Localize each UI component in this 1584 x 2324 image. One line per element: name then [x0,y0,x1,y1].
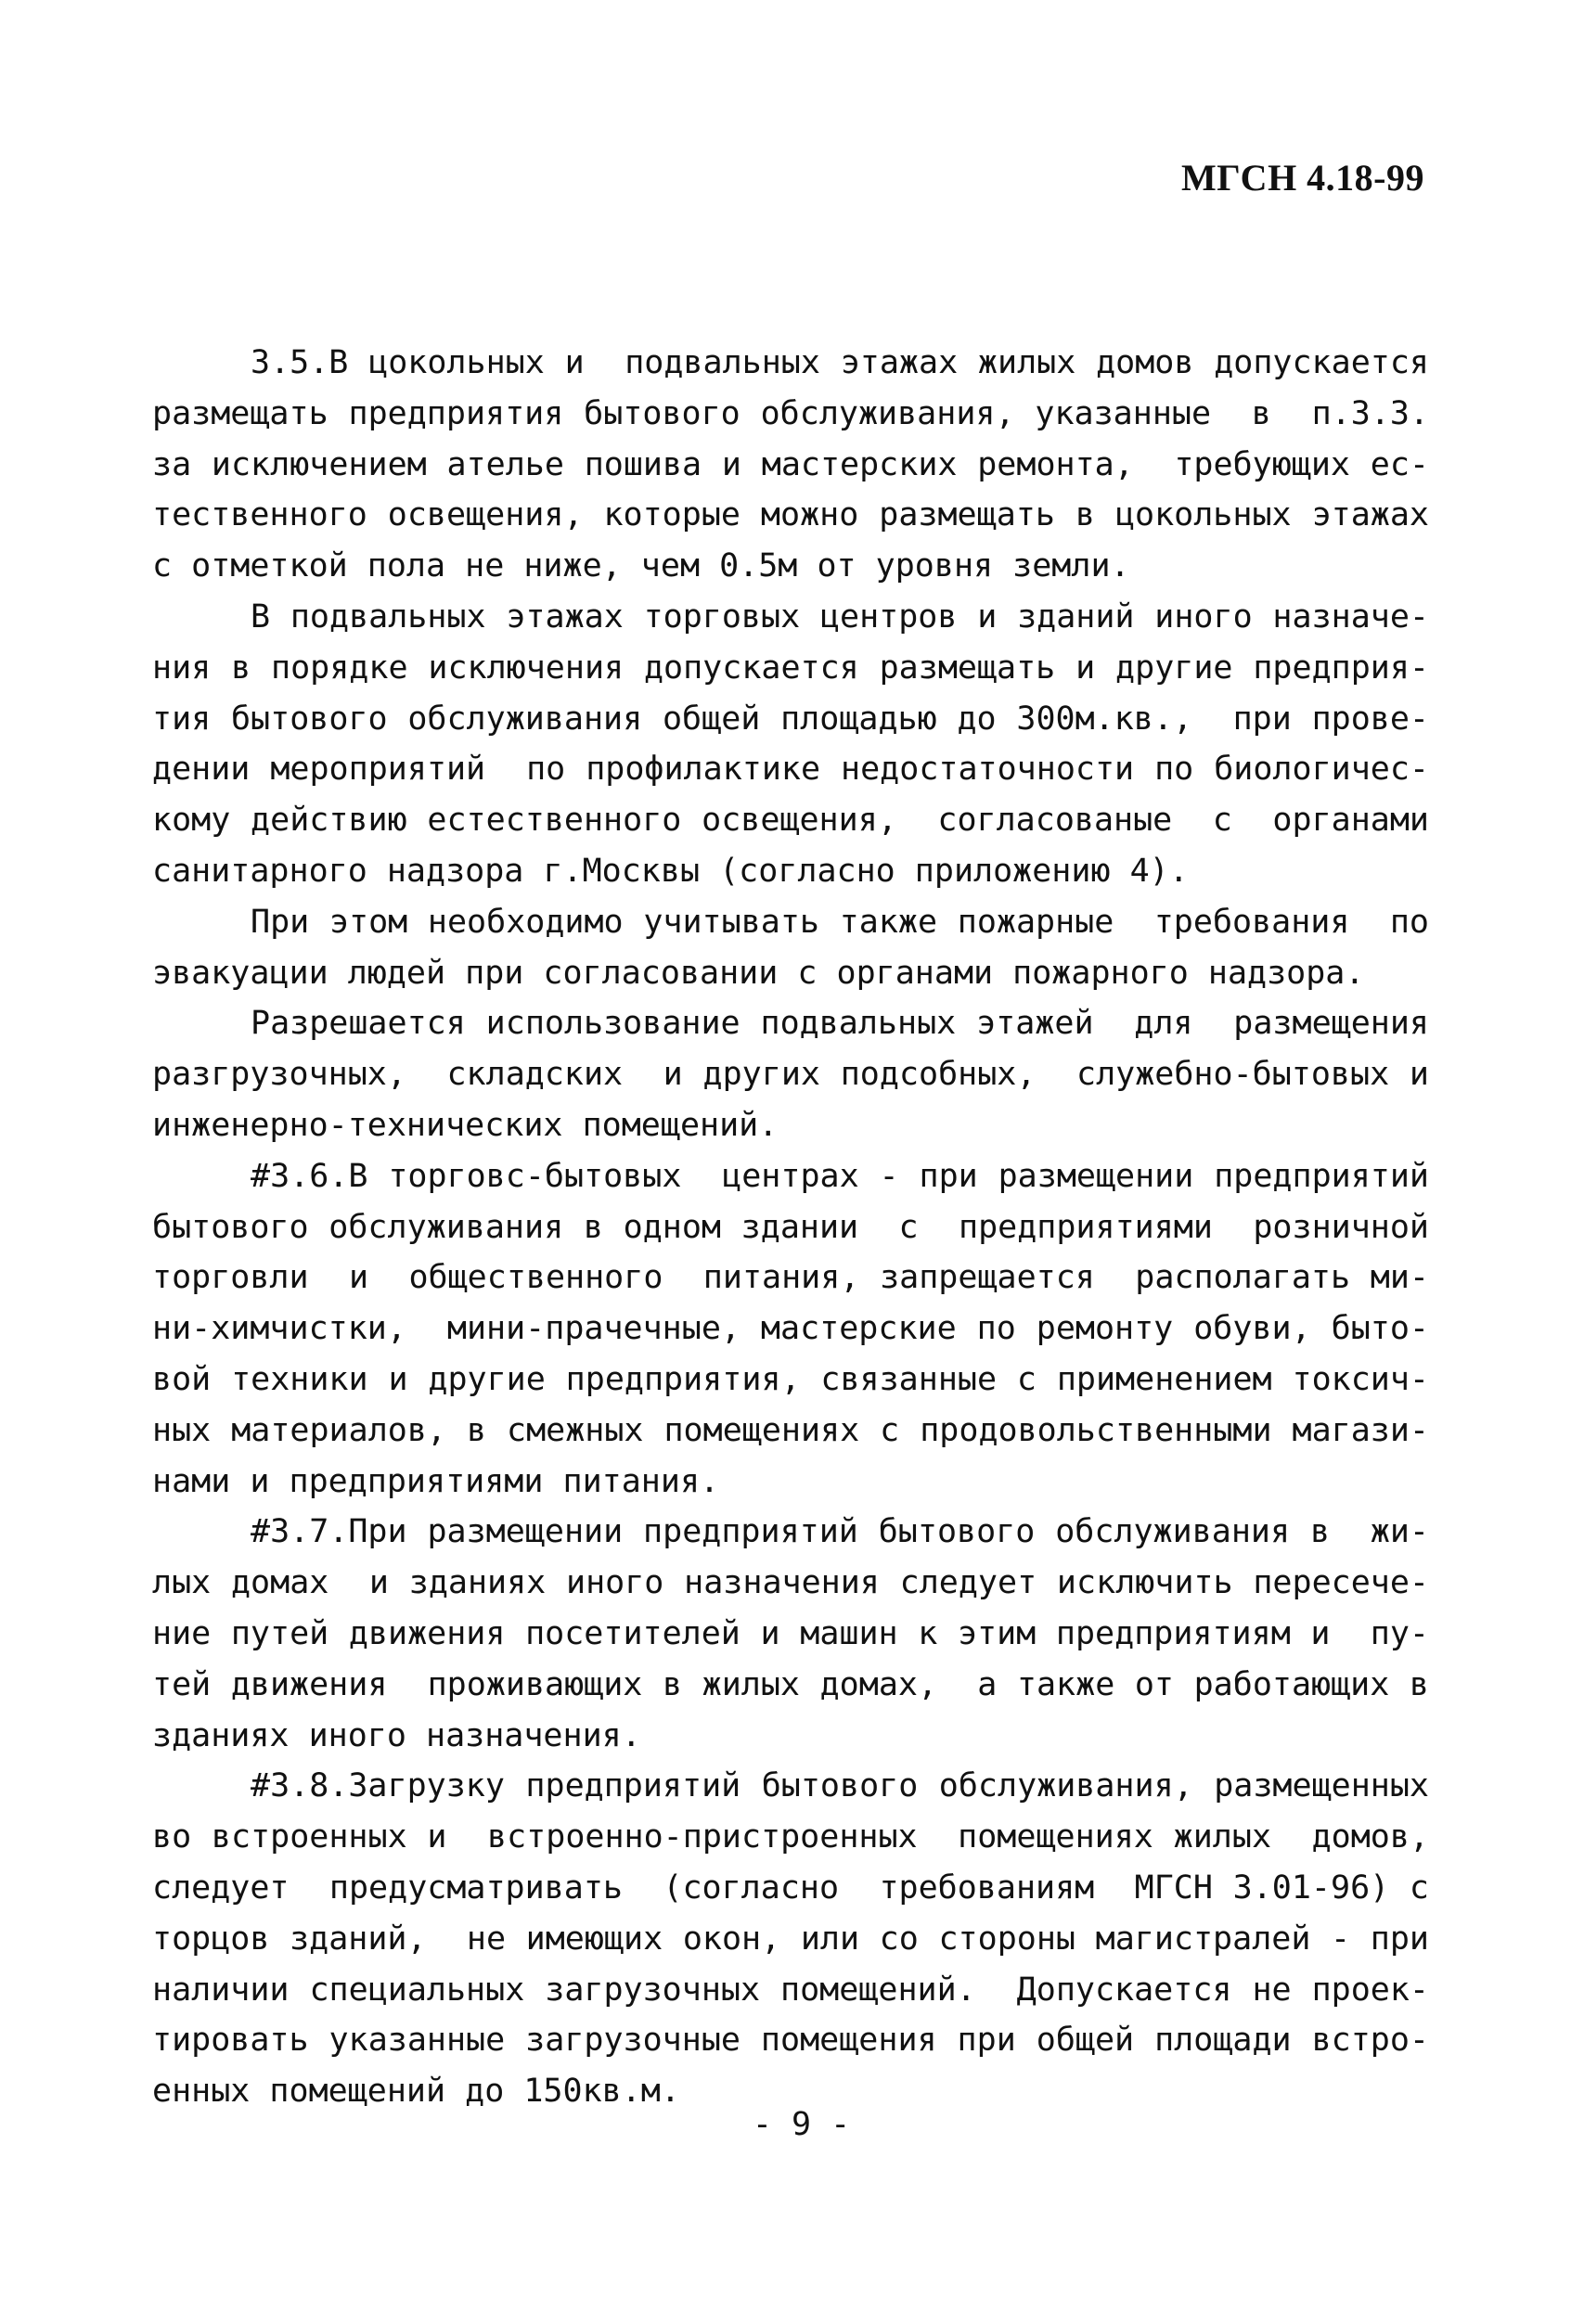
text-line: следует предусматривать (согласно требованиям МГСН 3.01-96) с [152,1868,1429,1907]
paragraph-basement-shopping [152,592,1429,897]
text-line: дении мероприятий по профилактике недостаточности по биологичес- [152,751,1429,789]
text-line: лых домах и зданиях иного назначения следует исключить пересече- [152,1564,1429,1602]
paragraph-3-8 [152,1761,1429,2117]
text-line: тировать указанные загрузочные помещения при общей площади встро- [152,2022,1429,2060]
document-body [152,338,1429,2117]
text-line: торцов зданий, не имеющих окон, или со стороны магистралей - при [152,1920,1429,1958]
text-line: торговли и общественного питания, запрещается располагать ми- [152,1259,1429,1297]
text-line: во встроенных и встроенно-пристроенных помещениях жилых домов, [152,1818,1429,1856]
text-line: с отметкой пола не ниже, чем 0.5м от уровня земли. [152,547,1130,585]
text-line: #3.6.В торговс-бытовых центрах - при размещении предприятий [251,1157,1429,1195]
paragraph-basement-use [152,998,1429,1150]
text-line: за исключением ателье пошива и мастерских ремонта, требующих ес- [152,445,1429,483]
text-line: ние путей движения посетителей и машин к этим предприятиям и пу- [152,1614,1429,1652]
text-line: кому действию естественного освещения, согласованые с органами [152,802,1429,840]
text-line: бытового обслуживания в одном здании с предприятиями розничной [152,1208,1429,1246]
text-line: В подвальных этажах торговых центров и зданий иного назначе- [251,597,1429,636]
text-line: зданиях иного назначения. [152,1716,641,1754]
paragraph-fire-requirements [152,897,1429,999]
paragraph-3-5 [152,338,1429,592]
text-line: разгрузочных, складских и других подсобных, служебно-бытовых и [152,1056,1429,1094]
text-line: #3.7.При размещении предприятий бытового обслуживания в жи- [251,1513,1429,1551]
text-line: ни-химчистки, мини-прачечные, мастерские по ремонту обуви, быто- [152,1310,1429,1348]
paragraph-3-6 [152,1151,1429,1508]
document-code: МГСН 4.18-99 [1181,157,1424,199]
text-line: размещать предприятия бытового обслуживания, указанные в п.3.3. [152,394,1429,432]
page-number: - 9 - [752,2106,851,2143]
text-line: ных материалов, в смежных помещениях с продовольственными магази- [152,1411,1429,1449]
text-line: Разрешается использование подвальных этажей для размещения [251,1005,1429,1043]
text-line: #3.8.Загрузку предприятий бытового обслуживания, размещенных [251,1767,1429,1805]
text-line: наличии специальных загрузочных помещений. Допускается не проек- [152,1971,1429,2009]
text-line: вой техники и другие предприятия, связанные с применением токсич- [152,1360,1429,1398]
text-line: енных помещений до 150кв.м. [152,2073,680,2111]
paragraph-3-7 [152,1507,1429,1761]
text-line: эвакуации людей при согласовании с органами пожарного надзора. [152,954,1365,992]
text-line: ния в порядке исключения допускается размещать и другие предприя- [152,648,1429,687]
text-line: тественного освещения, которые можно размещать в цокольных этажах [152,496,1429,534]
text-line: При этом необходимо учитывать также пожарные требования по [251,903,1429,941]
text-line: 3.5.В цокольных и подвальных этажах жилых домов допускается [251,344,1429,381]
text-line: нами и предприятиями питания. [152,1462,720,1500]
text-line: санитарного надзора г.Москвы (согласно приложению 4). [152,852,1189,890]
text-line: инженерно-технических помещений. [152,1106,779,1144]
text-line: тей движения проживающих в жилых домах, а также от работающих в [152,1665,1429,1703]
text-line: тия бытового обслуживания общей площадью до 300м.кв., при прове- [152,700,1429,738]
